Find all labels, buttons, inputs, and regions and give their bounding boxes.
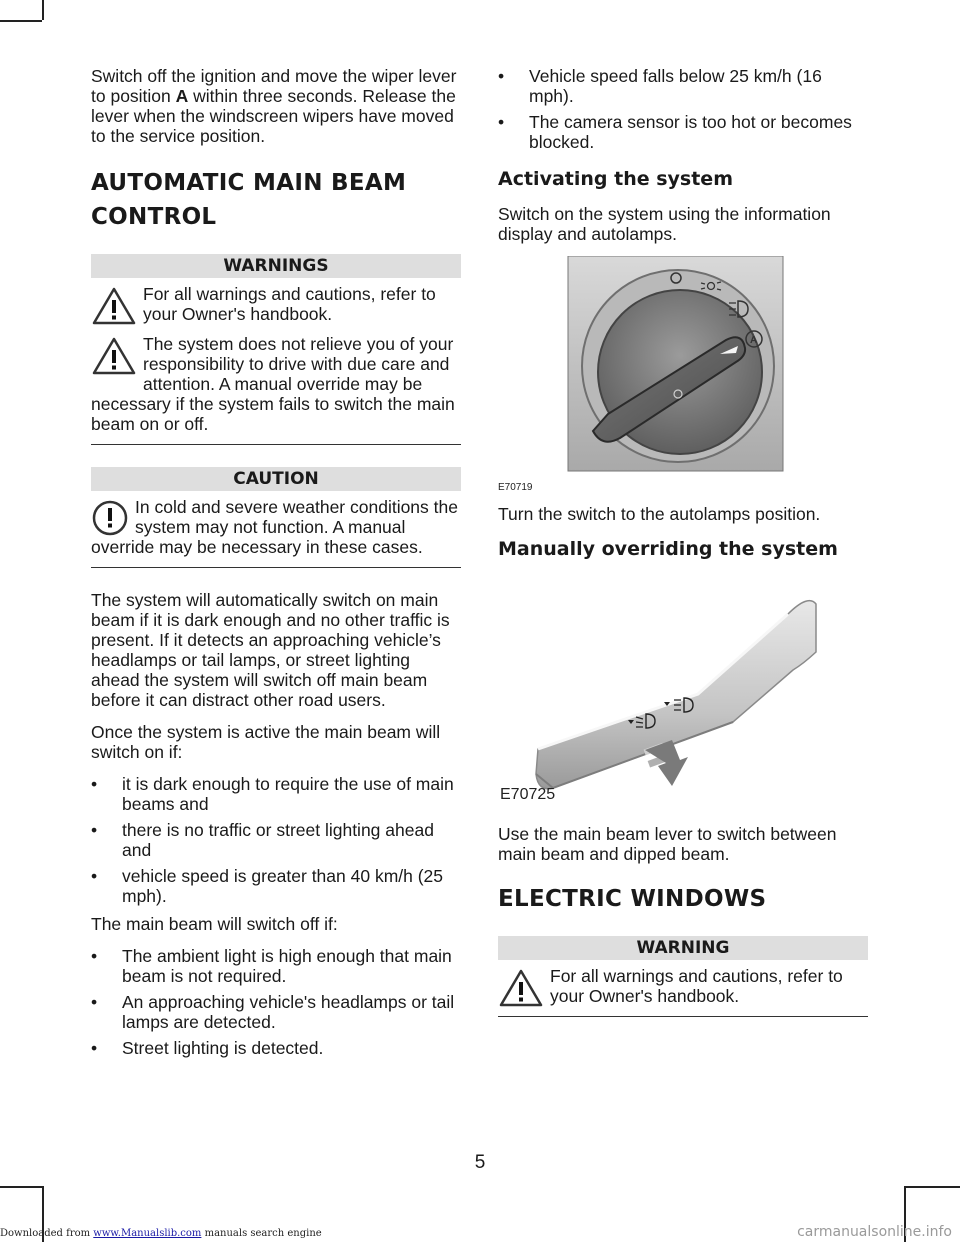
body-paragraph: The main beam will switch off if: bbox=[91, 914, 338, 934]
caution-text: In cold and severe weather conditions the system may not function. A manual override may be necessary in these cases. bbox=[91, 497, 458, 557]
warning-block bbox=[91, 284, 461, 326]
caution-circle-icon bbox=[91, 499, 129, 537]
right-column bbox=[498, 66, 868, 1039]
caution-block bbox=[91, 497, 461, 557]
divider bbox=[498, 1016, 868, 1017]
crop-mark bbox=[904, 1186, 960, 1188]
figure-caption: Use the main beam lever to switch between main beam and dipped beam. bbox=[498, 824, 837, 864]
section-heading-main-beam: AUTOMATIC MAIN BEAM CONTROL bbox=[91, 170, 407, 230]
list-item: • Vehicle speed falls below 25 km/h (16 mph). bbox=[498, 66, 868, 106]
left-column bbox=[91, 66, 461, 1066]
svg-text:A: A bbox=[750, 335, 758, 346]
subheading-override: Manually overriding the system bbox=[498, 538, 838, 560]
main-beam-off-list-continued bbox=[498, 66, 868, 152]
figure-code: E70719 bbox=[498, 482, 533, 493]
list-item: • vehicle speed is greater than 40 km/h (25 mph). bbox=[91, 866, 461, 906]
crop-mark bbox=[0, 1186, 42, 1188]
warning-triangle-icon bbox=[91, 286, 137, 326]
caution-banner: CAUTION bbox=[91, 467, 461, 491]
page-number: 5 bbox=[474, 1152, 486, 1173]
figure-light-switch bbox=[498, 256, 868, 496]
warning-block bbox=[91, 334, 461, 434]
body-paragraph: Once the system is active the main beam will switch on if: bbox=[91, 722, 441, 762]
list-item: • An approaching vehicle's headlamps or tail lamps are detected. bbox=[91, 992, 461, 1032]
subheading-activating: Activating the system bbox=[498, 168, 733, 190]
divider bbox=[91, 567, 461, 568]
download-footer bbox=[0, 1228, 322, 1239]
list-item: • Street lighting is detected. bbox=[91, 1038, 461, 1058]
warning-text: The system does not relieve you of your responsibility to drive with due care and attention. A manual override may be necessary if the system fails to switch the main beam on or off. bbox=[91, 334, 455, 434]
body-paragraph: The system will automatically switch on main beam if it is dark enough and no other traffic is present. If it detects an approaching vehicle’s headlamps or tail lamps, or street lighting ahead the system will switch off main beam before it can distract other road users. bbox=[91, 590, 450, 710]
watermark: carmanualsonline.info bbox=[797, 1224, 952, 1240]
figure-code: E70725 bbox=[500, 786, 556, 803]
warning-banner: WARNING bbox=[498, 936, 868, 960]
footer-prefix: Downloaded from bbox=[0, 1228, 94, 1239]
light-switch-illustration bbox=[498, 256, 868, 481]
warning-triangle-icon bbox=[91, 336, 137, 376]
figure-caption: Turn the switch to the autolamps position. bbox=[498, 504, 821, 524]
crop-mark bbox=[0, 20, 42, 22]
figure-main-beam-lever bbox=[498, 574, 868, 814]
section-heading-electric-windows: ELECTRIC WINDOWS bbox=[498, 886, 767, 912]
intro-paragraph: Switch off the ignition and move the wiper lever to position A within three seconds. Release the lever when the windscreen wipers have moved to the service position. bbox=[91, 66, 457, 146]
main-beam-on-list bbox=[91, 774, 461, 906]
main-beam-lever-illustration bbox=[498, 574, 868, 804]
list-item: • The camera sensor is too hot or becomes blocked. bbox=[498, 112, 868, 152]
footer-suffix: manuals search engine bbox=[201, 1228, 322, 1239]
crop-mark bbox=[42, 0, 44, 20]
warning-block bbox=[498, 966, 868, 1008]
warnings-banner: WARNINGS bbox=[91, 254, 461, 278]
list-item: • The ambient light is high enough that main beam is not required. bbox=[91, 946, 461, 986]
manualslib-link[interactable]: www.Manualslib.com bbox=[93, 1228, 202, 1239]
body-paragraph: Switch on the system using the information display and autolamps. bbox=[498, 204, 831, 244]
list-item: • there is no traffic or street lighting ahead and bbox=[91, 820, 461, 860]
divider bbox=[91, 444, 461, 445]
warning-text: For all warnings and cautions, refer to your Owner's handbook. bbox=[143, 284, 436, 324]
warning-triangle-icon bbox=[498, 968, 544, 1008]
main-beam-off-list bbox=[91, 946, 461, 1058]
warning-text: For all warnings and cautions, refer to your Owner's handbook. bbox=[550, 966, 843, 1006]
list-item: • it is dark enough to require the use of main beams and bbox=[91, 774, 461, 814]
